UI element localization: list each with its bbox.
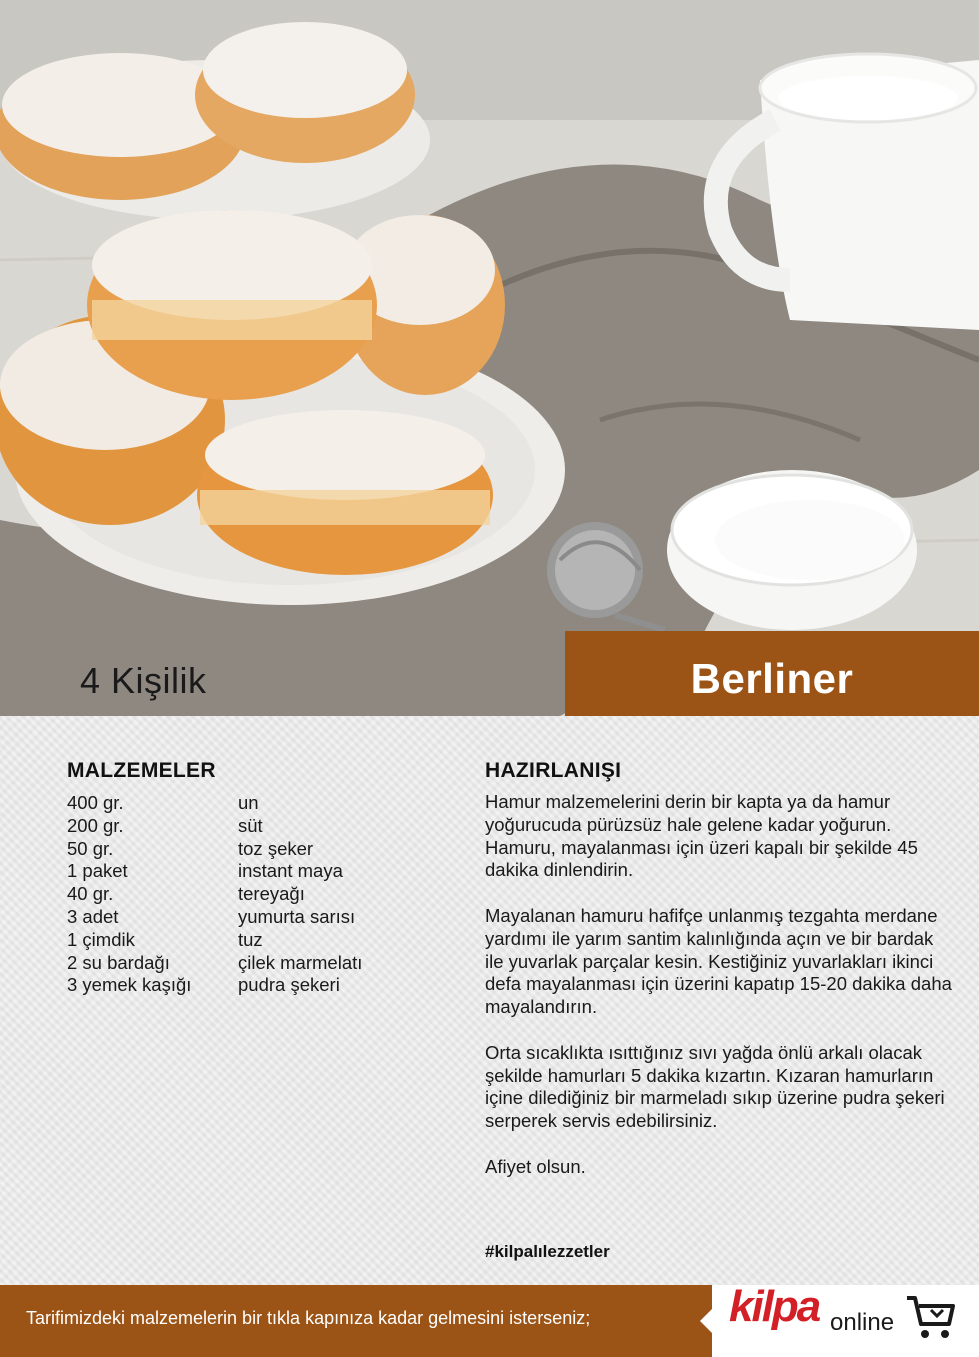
list-item xyxy=(67,952,447,975)
recipe-title-banner xyxy=(565,631,979,727)
ingredient-name: instant maya xyxy=(238,860,343,882)
preparation-paragraph: Mayalanan hamuru hafifçe unlanmış tezgahta merdane yardımı ile yarım santim kalınlığında açın ve bir bardak ile yuvarlak parçalar kesin. Kestiğiniz yuvarlakları ikinci defa mayalanması için üzerini kapatıp 15-20 dakika daha mayalandırın. xyxy=(485,904,952,1018)
ingredient-quantity: 2 su bardağı xyxy=(67,951,170,973)
ingredient-quantity: 40 gr. xyxy=(67,883,114,905)
preparation-steps xyxy=(485,791,955,1201)
ingredients-heading: MALZEMELER xyxy=(67,759,216,782)
list-item xyxy=(67,906,447,929)
preparation-paragraph: Orta sıcaklıkta ısıttığınız sıvı yağda önlü arkalı olacak şekilde hamurları 5 dakika kızartın. Kızaran hamurların içine dilediğiniz bir marmeladı sıkıp üzerine pudra şekeri serperek servis edebilirsiniz. xyxy=(485,1041,945,1132)
closing-line: Afiyet olsun. xyxy=(485,1155,586,1177)
brand-logo[interactable]: kilpa xyxy=(729,1282,820,1331)
ingredient-quantity: 3 yemek kaşığı xyxy=(67,974,192,996)
preparation-heading: HAZIRLANIŞI xyxy=(485,759,622,782)
recipe-title: Berliner xyxy=(690,655,854,702)
ingredient-name: pudra şekeri xyxy=(238,974,340,996)
ingredient-name: un xyxy=(238,792,259,813)
list-item xyxy=(67,838,447,861)
list-item xyxy=(67,974,447,997)
hashtag: #kilpalılezzetler xyxy=(485,1242,610,1261)
ingredient-name: çilek marmelatı xyxy=(238,951,363,973)
ingredient-name: yumurta sarısı xyxy=(238,905,356,927)
list-item xyxy=(67,929,447,952)
ingredients-list xyxy=(67,792,447,997)
ingredient-quantity: 400 gr. xyxy=(67,792,124,813)
shopping-cart-icon[interactable] xyxy=(905,1292,957,1344)
ingredient-name: süt xyxy=(238,814,263,836)
ingredient-quantity: 1 çimdik xyxy=(67,928,135,950)
ingredient-quantity: 3 adet xyxy=(67,905,119,927)
ingredient-name: toz şeker xyxy=(238,837,314,859)
ingredient-quantity: 50 gr. xyxy=(67,837,114,859)
brand-notch xyxy=(700,1309,712,1333)
list-item xyxy=(67,792,447,815)
footer-text: Tarifimizdeki malzemelerin bir tıkla kapınıza kadar gelmesini isterseniz; xyxy=(26,1308,591,1328)
list-item xyxy=(67,860,447,883)
ingredient-name: tuz xyxy=(238,928,263,950)
ingredient-name: tereyağı xyxy=(238,883,305,905)
preparation-paragraph: Hamur malzemelerini derin bir kapta ya da hamur yoğurucuda pürüzsüz hale gelene kadar yoğurun. Hamuru, mayalanması için üzeri kapalı bir şekilde 45 dakika dinlendirin. xyxy=(485,791,918,881)
servings-label: 4 Kişilik xyxy=(80,660,207,701)
list-item xyxy=(67,815,447,838)
brand-online-label[interactable]: online xyxy=(830,1309,895,1336)
ingredient-quantity: 1 paket xyxy=(67,860,128,882)
ingredient-quantity: 200 gr. xyxy=(67,814,124,836)
list-item xyxy=(67,883,447,906)
